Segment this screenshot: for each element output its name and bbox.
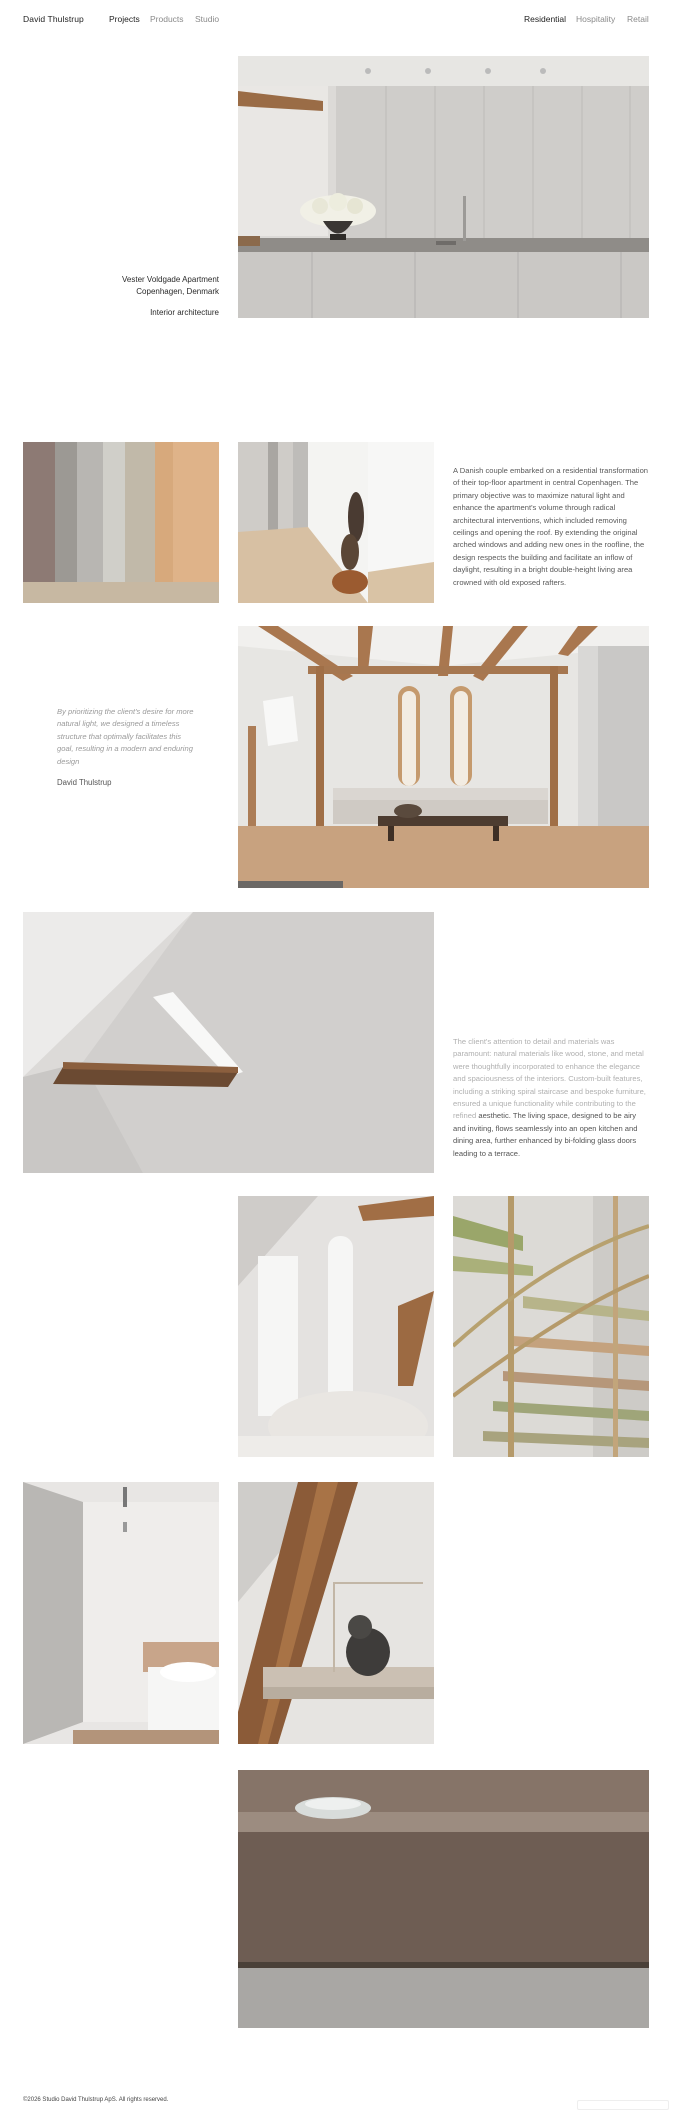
kitchen-photo <box>238 56 649 318</box>
designer-quote <box>57 706 197 787</box>
footer-copyright: ©2026 Studio David Thulstrup ApS. All rights reserved. <box>23 2097 169 2103</box>
nav-studio[interactable]: Studio <box>195 14 220 24</box>
materials-text-dark: aesthetic. The living space, designed to be airy and inviting, flows seamlessly into an open kitchen and dining area, further enhanced by bi-folding glass doors leading to a terrace. <box>453 1111 638 1158</box>
materials-text <box>453 1036 649 1160</box>
quote-text: By prioritizing the client's desire for more natural light, we designed a timeless structure that optimally facilitates this goal, resulting in a modern and enduring design <box>57 707 194 766</box>
nav-products[interactable]: Products <box>150 14 184 24</box>
filter-retail[interactable]: Retail <box>627 14 649 24</box>
project-description: A Danish couple embarked on a residential transformation of their top-floor apartment in central Copenhagen. The primary objective was to maximize natural light and enhance the apartment's volume through radical architectural interventions, which included removing ceilings and opening the roof. By extending the original arched windows and adding new ones in the roofline, the design respects the building and facilitate an inflow of daylight, resulting in a bright double-height living area crowned with old exposed rafters. <box>453 466 649 587</box>
nav-projects[interactable]: Projects <box>109 14 140 24</box>
project-location: Copenhagen, Denmark <box>136 287 219 296</box>
bottom-scroll-indicator <box>577 2100 669 2110</box>
sculpture-bench-photo <box>238 1482 434 1744</box>
materials-text-faded: The client's attention to detail and materials was paramount: natural materials like wood, stone, and metal were thoughtfully incorporated to enhance the elegance and spaciousness of the interiors. Custom-built features, including a striking spiral staircase and bespoke furniture, ensured a unique functionality while contributing to the refined <box>453 1037 646 1121</box>
filter-residential[interactable]: Residential <box>524 14 567 24</box>
brand-logo[interactable]: David Thulstrup <box>23 14 84 24</box>
project-title: Vester Voldgade Apartment <box>122 275 219 284</box>
ceiling-skylight-photo <box>23 912 434 1173</box>
filter-hospitality[interactable]: Hospitality <box>576 14 616 24</box>
project-caption <box>60 274 219 319</box>
project-category: Interior architecture <box>150 308 219 317</box>
stone-basin-photo <box>238 1770 649 2028</box>
material-samples-photo <box>23 442 219 603</box>
living-room-photo <box>238 626 649 888</box>
top-navigation <box>0 0 673 40</box>
hallway-sculpture-photo <box>238 442 434 603</box>
spiral-staircase-photo <box>453 1196 649 1457</box>
window-sofa-photo <box>238 1196 434 1457</box>
quote-author: David Thulstrup <box>57 778 112 788</box>
bedroom-photo <box>23 1482 219 1744</box>
